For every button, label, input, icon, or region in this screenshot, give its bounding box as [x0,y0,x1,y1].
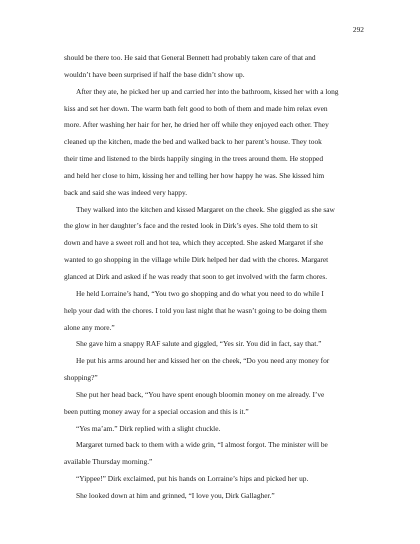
text-line: “Yes ma’am.” Dirk replied with a slight chuckle. [76,423,221,433]
body-text [64,50,360,505]
text-line: down and have a sweet roll and hot tea, which they accepted. She asked Margaret if she [64,238,324,248]
text-line: “Yippee!” Dirk exclaimed, put his hands on Lorraine’s hips and picked her up. [76,474,309,484]
text-line: kiss and set her down. The warm bath felt good to both of them and made him relax even [64,103,328,113]
text-line: Margaret turned back to them with a wide grin, “I almost forgot. The minister will be [76,440,328,450]
text-line: She looked down at him and grinned, “I love you, Dirk Gallagher.” [76,490,275,500]
text-line: and held her close to him, kissing her and telling her how happy he was. She kissed him [64,170,325,180]
text-line: the glow in her daughter’s face and the rested look in Dirk’s eyes. She told them to sit [64,221,318,231]
text-line: cleaned up the kitchen, made the bed and walked back to her parent’s house. They took [64,137,322,147]
text-line: their time and listened to the birds happily singing in the trees around them. He stopped [64,154,324,164]
text-line: She put her head back, “You have spent enough bloomin money on me already. I’ve [76,389,325,399]
text-line: wouldn’t have been surprised if half the base didn’t show up. [64,69,245,79]
text-line: He put his arms around her and kissed her on the cheek, “Do you need any money for [76,356,330,366]
text-line: They walked into the kitchen and kissed Margaret on the cheek. She giggled as she saw [76,204,335,214]
text-line: been putting money away for a special occasion and this is it.” [64,406,249,416]
text-line: back and said she was indeed very happy. [64,187,188,197]
text-line: help your dad with the chores. I told you last night that he wasn’t going to be doing them [64,305,327,315]
page-number: 292 [352,25,364,34]
text-line: available Thursday morning.” [64,457,153,467]
text-line: wanted to go shopping in the village while Dirk helped her dad with the chores. Margaret [64,255,329,265]
text-line: alone any more.” [64,322,115,332]
text-line: She gave him a snappy RAF salute and giggled, “Yes sir. You did in fact, say that.” [76,339,322,349]
text-line: shopping?” [64,373,98,383]
text-line: After they ate, he picked her up and carried her into the bathroom, kissed her with a long [76,86,339,96]
text-line: should be there too. He said that General Bennett had probably taken care of that and [64,53,316,62]
text-line: He held Lorraine’s hand, “You two go shopping and do what you need to do while I [76,288,324,298]
text-line: more. After washing her hair for her, he dried her off while they enjoyed each other. They [64,120,329,130]
text-line: glanced at Dirk and asked if he was ready that soon to get involved with the farm chores. [64,271,328,281]
